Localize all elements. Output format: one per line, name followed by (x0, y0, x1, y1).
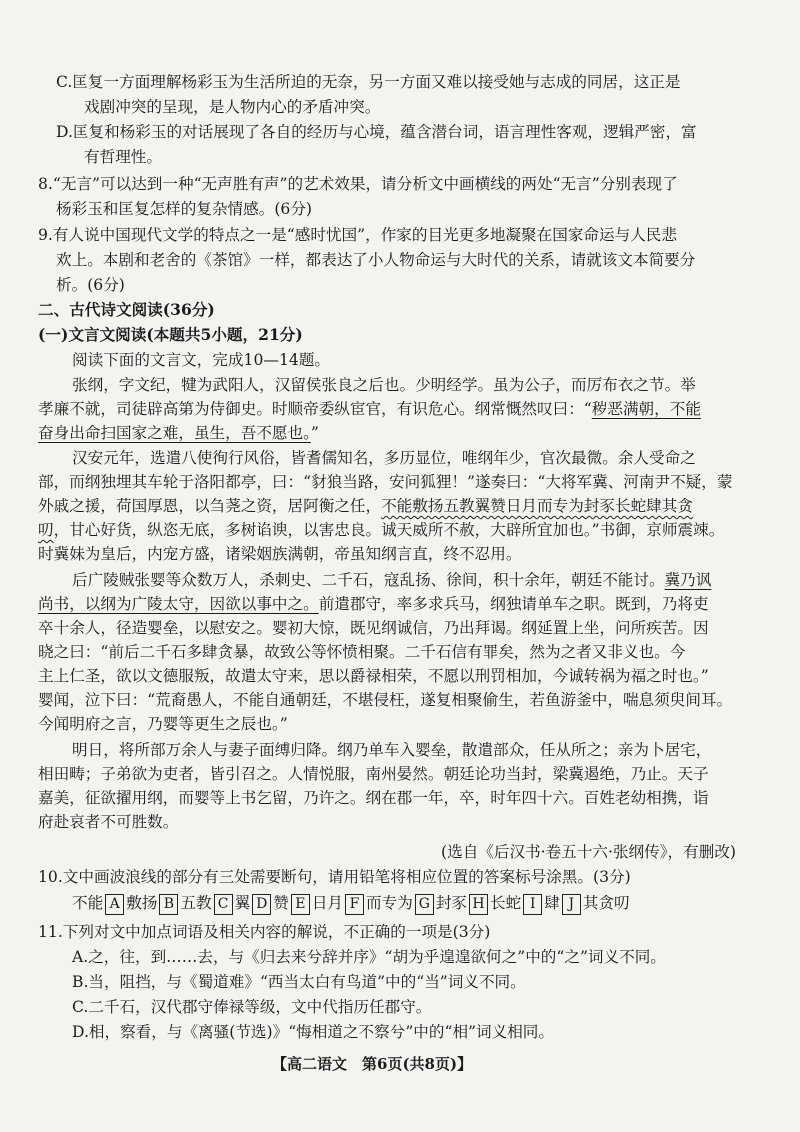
q10-segment: 翼 (234, 894, 251, 912)
q7-option-c-line1: C.匡复一方面理解杨彩玉为生活所迫的无奈，另一方面又难以接受她与志成的同居，这正是 (56, 73, 681, 91)
passage-p2-line3: 外戚之援，荷国厚恩，以刍荛之资，居阿衡之任，不能敷扬五教翼赞日月而专为封豕长蛇肆其贪 (38, 497, 693, 515)
reading-instruction: 阅读下面的文言文，完成10—14题。 (72, 351, 330, 369)
page-footer: 【高二语文 第6页(共8页)】 (272, 1055, 473, 1073)
q10-segment: 而专为 (366, 894, 413, 912)
passage-p3-line5: 主上仁圣，欲以文德服叛，故遣太守来，思以爵禄相荣，不愿以刑罚相加，今诚转祸为福之时也。” (38, 667, 709, 685)
subsection-title: (一)文言文阅读(本题共5小题，21分) (38, 325, 303, 344)
passage-p3-line1: 后广陵贼张婴等众数万人，杀刺史、二千石，寇乱扬、徐间，积十余年，朝廷不能讨。冀乃讽 (72, 571, 712, 589)
passage-p4-line4: 府赴哀者不可胜数。 (38, 813, 179, 831)
section-title: 二、古代诗文阅读(36分) (38, 300, 215, 319)
q10-segment: 肆 (544, 894, 560, 912)
q8-line2: 杨彩玉和匡复怎样的复杂情感。(6分) (56, 200, 312, 218)
q7-option-c-line2: 戏剧冲突的呈现，是人物内心的矛盾冲突。 (84, 98, 381, 116)
q10-segment: 长蛇 (490, 894, 522, 912)
q10-answer-box-h[interactable]: H (469, 894, 488, 915)
passage-p3-line3: 卒十余人，径造婴垒，以慰安之。婴初大惊，既见纲诚信，乃出拜谒。纲延置上坐，问所疾苦。因 (38, 619, 709, 637)
q10-segment: 其贪叨 (582, 894, 630, 912)
underlined-sentence-2-cont: 尚书，以纲为广陵太守，因欲以事中之。 (38, 595, 319, 613)
q11-option-c: C.二千石，汉代郡守俸禄等级，文中代指历任郡守。 (72, 998, 432, 1016)
q10-answer-box-g[interactable]: G (415, 894, 434, 915)
q7-option-d-line1: D.匡复和杨彩玉的对话展现了各自的经历与心境，蕴含潜台词，语言理性客观，逻辑严密，富 (56, 123, 697, 141)
passage-p4-line1: 明日，将所部万余人与妻子面缚归降。纲乃单车入婴垒，散遣部众，任从所之；亲为卜居宅， (72, 741, 712, 759)
q10-answer-box-f[interactable]: F (345, 894, 364, 915)
passage-p1-line3: 奋身出命扫国家之难，虽生，吾不愿也。” (38, 424, 319, 442)
passage-p2-line4: 叨，甘心好货，纵恣无底，多树谄谀，以害忠良。诚天威所不赦，大辟所宜加也。”书御，京师震竦。 (38, 521, 725, 539)
passage-source: (选自《后汉书·卷五十六·张纲传》，有删改) (441, 843, 736, 861)
q10-answer-box-j[interactable]: J (562, 894, 581, 915)
passage-p4-line3: 嘉美，征欲擢用纲，而婴等上书乞留，乃许之。纲在郡一年，卒，时年四十六。百姓老幼相携，诣 (38, 789, 709, 807)
q10-answer-box-i[interactable]: I (523, 894, 542, 915)
q10-segment: 五教 (180, 894, 212, 912)
q7-option-d-line2: 有哲理性。 (84, 148, 162, 166)
q10-answer-box-c[interactable]: C (214, 894, 233, 915)
q11-stem: 11.下列对文中加点词语及相关内容的解说，不正确的一项是(3分) (38, 923, 491, 941)
q10-segment: 赞 (273, 894, 289, 912)
q9-line1: 9.有人说中国现代文学的特点之一是“感时忧国”，作家的目光更多地凝聚在国家命运与人民悲 (38, 226, 677, 244)
passage-p2-line1: 汉安元年，选遣八使徇行风俗，皆耆儒知名，多历显位，唯纲年少，官次最微。余人受命之 (72, 449, 696, 467)
q10-segment: 日月 (311, 894, 344, 912)
passage-p3-line6: 婴闻，泣下曰：“荒裔愚人，不能自通朝廷，不堪侵枉，遂复相聚偷生，若鱼游釜中，喘息须臾间耳。 (38, 691, 733, 709)
underlined-sentence-cont: 奋身出命扫国家之难，虽生，吾不愿也。 (38, 424, 311, 442)
q11-option-b: B.当，阻挡，与《蜀道难》“西当太白有鸟道”中的“当”词义不同。 (72, 973, 526, 991)
q10-answer-box-a[interactable]: A (105, 894, 124, 915)
passage-p2-line2: 部，而纲独埋其车轮于洛阳都亭，曰：“豺狼当路，安问狐狸！”遂奏曰：“大将军冀、河南尹不疑，蒙 (38, 473, 733, 491)
passage-p3-line7: 今闻明府之言，乃婴等更生之辰也。” (38, 715, 288, 733)
wavy-underlined-sentence-end: 叨 (38, 521, 54, 539)
q10-answer-row (72, 893, 630, 915)
q11-option-a: A.之，往，到……去，与《归去来兮辞并序》“胡为乎遑遑欲何之”中的“之”词义不同。 (72, 948, 666, 966)
q11-option-d: D.相，察看，与《离骚(节选)》“悔相道之不察兮”中的“相”词义相同。 (72, 1023, 554, 1041)
q10-answer-box-e[interactable]: E (291, 894, 310, 915)
passage-p2-line5: 时冀妹为皇后，内宠方盛，诸梁姻族满朝，帝虽知纲言直，终不忍用。 (38, 545, 522, 563)
passage-p3-line4: 晓之曰：“前后二千石多肆贪暴，故致公等怀愤相聚。二千石信有罪矣，然为之者又非义也。今 (38, 643, 686, 661)
q10-segment: 不能 (72, 894, 104, 912)
passage-p1-line1: 张纲，字文纪，犍为武阳人，汉留侯张良之后也。少明经学。虽为公子，而厉布衣之节。举 (72, 376, 696, 394)
passage-p3-line2: 尚书，以纲为广陵太守，因欲以事中之。前遣郡守，率多求兵马，纲独请单车之职。既到，乃将吏 (38, 595, 709, 613)
wavy-underlined-sentence: 不能敷扬五教翼赞日月而专为封豕长蛇肆其贪 (381, 497, 693, 515)
q10-segment: 敷扬 (126, 894, 158, 912)
q9-line3: 析。(6分) (56, 276, 125, 294)
passage-p1-line2: 孝廉不就，司徒辟高第为侍御史。时顺帝委纵宦官，有识危心。纲常慨然叹曰：“秽恶满朝，不能 (38, 400, 701, 418)
q10-answer-box-b[interactable]: B (159, 894, 178, 915)
q8-line1: 8.“无言”可以达到一种“无声胜有声”的艺术效果，请分析文中画横线的两处“无言”分别表现了 (38, 175, 678, 193)
q10-answer-box-d[interactable]: D (252, 894, 271, 915)
underlined-sentence-2: 冀乃讽 (664, 571, 712, 589)
q9-line2: 欢上。本剧和老舍的《茶馆》一样，都表达了小人物命运与大时代的关系，请就该文本简要分 (56, 251, 696, 269)
underlined-sentence: 秽恶满朝，不能 (591, 400, 701, 418)
passage-p4-line2: 相田畴；子弟欲为吏者，皆引召之。人情悦服，南州晏然。朝廷论功当封，梁冀遏绝，乃止。天子 (38, 765, 709, 783)
q10-stem: 10.文中画波浪线的部分有三处需要断句，请用铅笔将相应位置的答案标号涂黑。(3分) (38, 868, 631, 886)
q10-segment: 封豕 (435, 894, 468, 912)
